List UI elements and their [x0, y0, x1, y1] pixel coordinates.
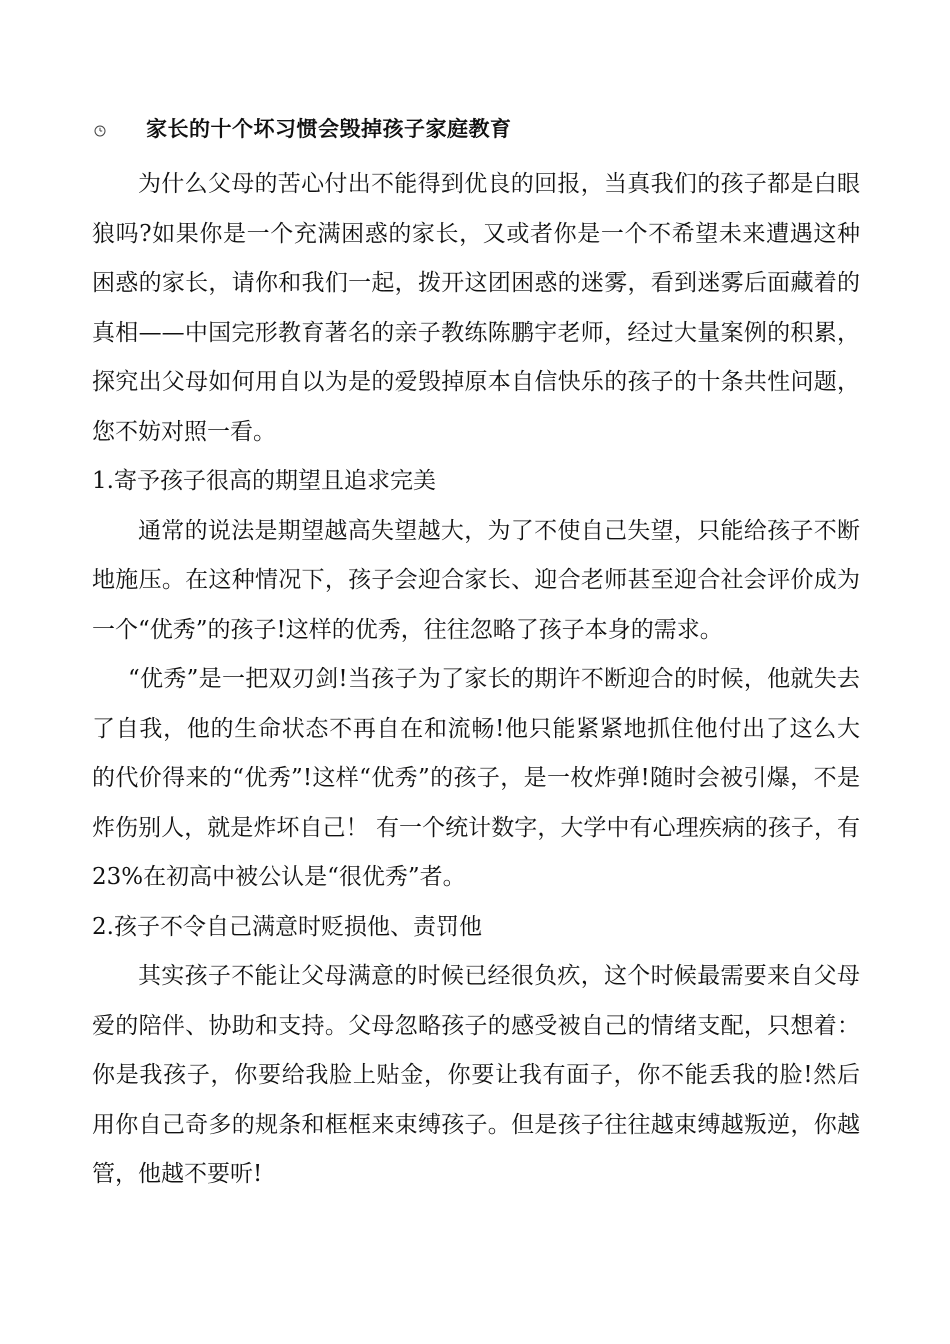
title-row — [92, 106, 860, 150]
body-paragraph: 通常的说法是期望越高失望越大，为了不使自己失望，只能给孩子不断地施压。在这种情况下，孩子会迎合家长、迎合老师甚至迎合社会评价成为一个“优秀”的孩子!这样的优秀，往往忽略了孩子本身的需求。 — [92, 517, 860, 643]
body-paragraph: “优秀”是一把双刃剑!当孩子为了家长的期许不断迎合的时候，他就失去了自我，他的生命状态不再自在和流畅!他只能紧紧地抓住他付出了这么大的代价得来的“优秀”!这样“优秀”的孩子，是一枚炸弹!随时会被引爆，不是炸伤别人，就是炸坏自己！ 有一个统计数字，大学中有心理疾病的孩子，有23%在初高中被公认是“很优秀”者。 — [92, 666, 860, 890]
section-heading-2: 2.孩子不令自己满意时贬损他、责罚他 — [92, 913, 482, 940]
section-heading-1: 1.寄予孩子很高的期望且追求完美 — [92, 468, 436, 494]
document-page — [92, 106, 860, 1200]
intro-paragraph: 为什么父母的苦心付出不能得到优良的回报，当真我们的孩子都是白眼狼吗?如果你是一个充满困惑的家长，又或者你是一个不希望未来遭遇这种困惑的家长，请你和我们一起，拨开这团困惑的迷雾，看到迷雾后面藏着的真相——中国完形教育著名的亲子教练陈鹏宇老师，经过大量案例的积累，探究出父母如何用自以为是的爱毁掉原本自信快乐的孩子的十条共性问题，您不妨对照一看。 — [92, 171, 860, 445]
body-paragraph: 其实孩子不能让父母满意的时候已经很负疚，这个时候最需要来自父母爱的陪伴、协助和支持。父母忽略孩子的感受被自己的情绪支配，只想着：你是我孩子，你要给我脸上贴金，你要让我有面子，你不能丢我的脸!然后用你自己奇多的规条和框框来束缚孩子。但是孩子往往越束缚越叛逆，你越管，他越不要听! — [92, 963, 860, 1187]
document-title: 家长的十个坏习惯会毁掉孩子家庭教育 — [146, 117, 512, 141]
clock-icon — [94, 122, 106, 134]
